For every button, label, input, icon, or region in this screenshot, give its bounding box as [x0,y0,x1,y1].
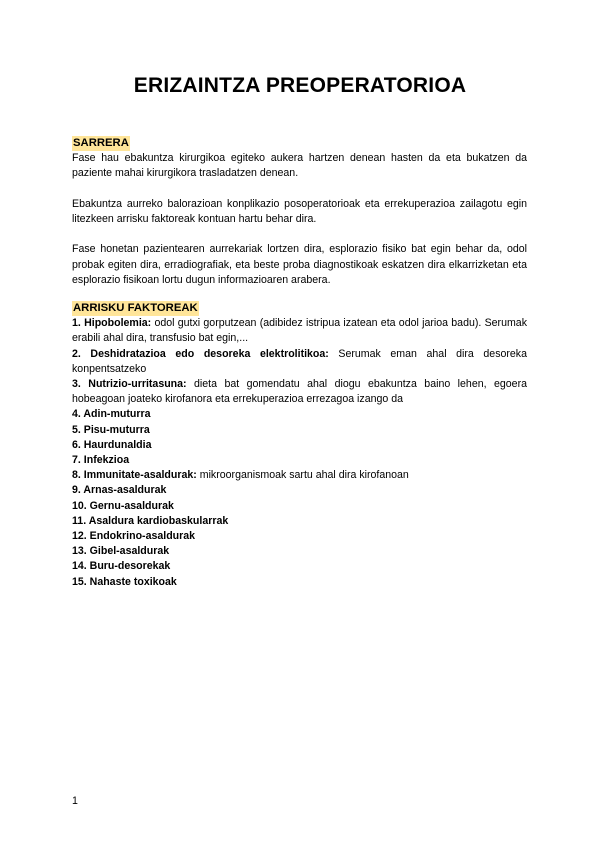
list-item-label: 2. Deshidratazioa edo desoreka elektrolitikoa: [72,347,329,360]
list-item-label: 4. Adin-muturra [72,408,151,421]
list-item [72,514,527,529]
list-item-label: 14. Buru-desorekak [72,560,171,573]
list-item [72,407,527,422]
list-item [72,559,527,574]
list-item [72,347,527,377]
list-item-label: 5. Pisu-muturra [72,423,150,436]
list-item-label: 11. Asaldura kardiobaskularrak [72,514,229,527]
list-item-label: 7. Infekzioa [72,454,130,467]
spacer [72,182,527,197]
list-item-label: 13. Gibel-asaldurak [72,545,170,558]
list-item-label: 10. Gernu-asaldurak [72,499,174,512]
list-item [72,544,527,559]
list-item-label: 15. Nahaste toxikoak [72,575,177,588]
section-heading-arrisku-faktoreak: ARRISKU FAKTOREAK [73,302,198,314]
list-item-label: 6. Haurdunaldia [72,438,152,451]
list-item [72,316,527,346]
paragraph-2: Ebakuntza aurreko balorazioan konplikazio posoperatorioak eta errekuperazioa zailagotu egin litezkeen arrisku faktoreak kontuan hartu behar dira. [72,197,527,225]
list-item [72,423,527,438]
section-heading-sarrera: SARRERA [73,137,129,149]
list-item [72,483,527,498]
page-title: ERIZAINTZA PREOPERATORIOA [133,74,467,97]
section-arrisku-faktoreak [72,301,527,590]
list-item-label: 12. Endokrino-asaldurak [72,530,196,543]
list-item [72,575,527,590]
paragraph-3: Fase honetan pazientearen aurrekariak lortzen dira, esplorazio fisiko bat egin behar da, odol probak egiten dira, erradiografiak, eta beste proba diagnostikoak eskatzen dira elkarrizketan eta esplorazio fisikoan lortu dugun informazioaren arabera. [72,243,527,286]
document-body [72,136,527,590]
list-item-text: mikroorganismoak sartu ahal dira kirofanoan [196,469,409,482]
list-item-label: 8. Immunitate-asaldurak: [72,469,197,482]
list-item [72,377,527,407]
list-item [72,529,527,544]
list-item [72,499,527,514]
list-item [72,453,527,468]
list-item-text: dieta bat gomendatu ahal diogu ebakuntza baino lehen, egoera hobeagoan joateko kirofanora eta errekuperazioa errezagoa izango da [72,378,527,406]
section-sarrera [72,136,527,288]
risk-factor-list [72,316,527,590]
list-item-text: odol gutxi gorputzean (adibidez istripua izatean eta odol jarioa badu). Serumak erabili ahal dira, transfusio bat egin,... [72,317,527,345]
list-item-label: 3. Nutrizio-urritasuna: [72,378,187,391]
list-item [72,468,527,483]
page-number: 1 [72,795,78,807]
list-item-text: Serumak eman ahal dira desoreka konpentsatzeko [72,347,527,375]
spacer [72,227,527,242]
paragraph-1: Fase hau ebakuntza kirurgikoa egiteko aukera hartzen denean hasten da eta bukatzen da paziente mahai kirurgikora trasladatzen denean. [72,152,527,180]
list-item-label: 9. Arnas-asaldurak [72,484,167,497]
list-item-label: 1. Hipobolemia: [72,317,152,330]
list-item [72,438,527,453]
